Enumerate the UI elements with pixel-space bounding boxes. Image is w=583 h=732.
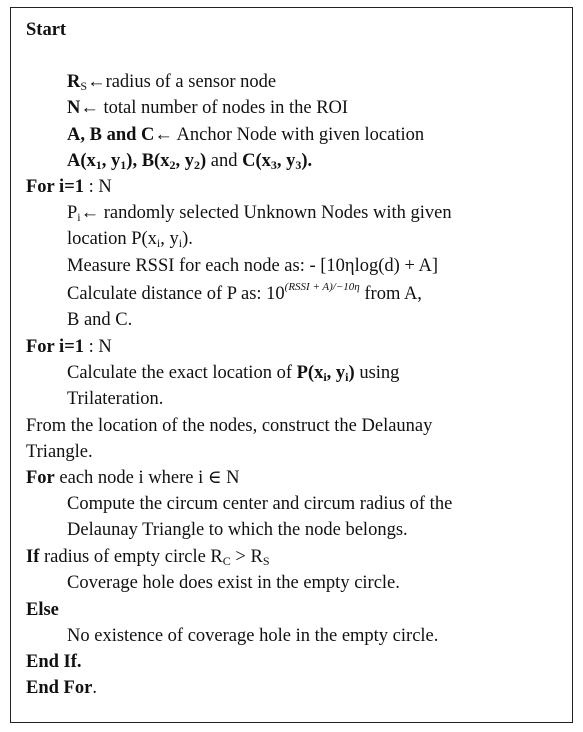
compute-line-2: Delaunay Triangle to which the node belongs. bbox=[67, 520, 408, 540]
anchor-definition: A, B and C← Anchor Node with given location bbox=[67, 125, 425, 145]
calculate-distance-line-2: B and C. bbox=[67, 310, 133, 330]
no-coverage-line: No existence of coverage hole in the empty circle. bbox=[67, 626, 439, 646]
start-label: Start bbox=[26, 20, 67, 40]
end-if-label: End If. bbox=[26, 652, 82, 672]
unknown-nodes-line-2: location $P(x_i$, $y_i$). bbox=[67, 229, 193, 250]
delaunay-line-1: From the location of the nodes, construct the Delaunay bbox=[26, 416, 433, 436]
algorithm-box bbox=[10, 7, 573, 723]
exact-location-line: Calculate the exact location of $P(x_i$, $y_i$) using bbox=[67, 363, 400, 384]
for-loop-1: For i=1 : N bbox=[26, 177, 112, 197]
calculate-distance-line-1: Calculate distance of P as: $10^{(RSSI + A)/-10\eta}$ from A, bbox=[67, 281, 422, 304]
rs-definition: $R_S\leftarrow radius$ of a sensor node bbox=[67, 72, 277, 93]
delaunay-line-2: Triangle. bbox=[26, 442, 93, 462]
n-definition: N← total number of nodes in the ROI bbox=[67, 98, 349, 118]
else-label: Else bbox=[26, 600, 59, 620]
unknown-nodes-line-1: $P_i\leftarrow$ randomly selected Unknown Nodes with given bbox=[67, 203, 452, 224]
compute-line-1: Compute the circum center and circum radius of the bbox=[67, 494, 453, 514]
measure-rssi: Measure RSSI for each node as: - [10ηlog(d) + A] bbox=[67, 256, 439, 276]
for-loop-2: For i=1 : N bbox=[26, 337, 112, 357]
coverage-exists-line: Coverage hole does exist in the empty circle. bbox=[67, 573, 400, 593]
for-loop-3: For each node i where i ∈ N bbox=[26, 468, 240, 488]
trilateration-line: Trilateration. bbox=[67, 389, 164, 409]
if-condition: If radius of empty circle $R_C > R_S$ bbox=[26, 547, 270, 568]
end-for-label: End For. bbox=[26, 678, 97, 698]
anchor-coordinates: $A(x_1$, $y_1$), $B(x_2$, $y_2$) and $C(x_3$, $y_3$). bbox=[67, 151, 313, 172]
